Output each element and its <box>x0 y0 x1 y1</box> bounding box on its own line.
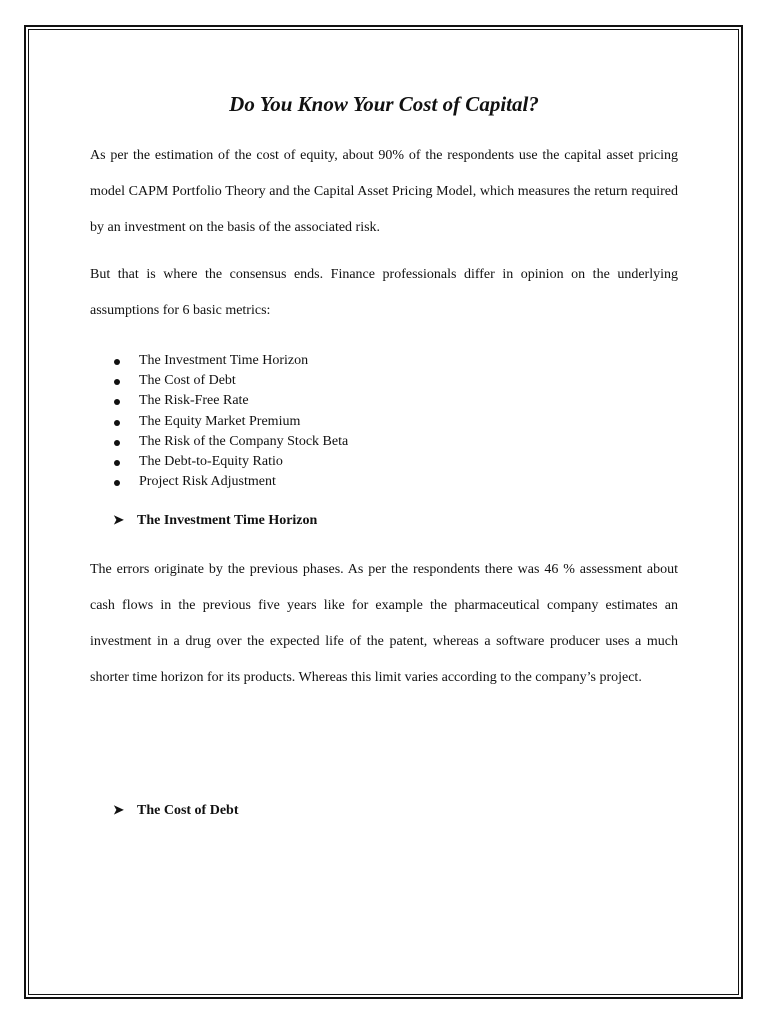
list-item-label: Project Risk Adjustment <box>139 474 276 490</box>
section-heading-cost-of-debt <box>113 800 239 821</box>
list-item-label: The Risk-Free Rate <box>139 393 249 409</box>
section-heading-label: The Cost of Debt <box>137 803 239 818</box>
bullet-icon <box>114 379 120 385</box>
section-heading-time-horizon <box>113 510 317 531</box>
list-item <box>112 371 348 391</box>
bullet-icon <box>114 460 120 466</box>
list-item <box>112 391 348 411</box>
bullet-icon <box>114 399 120 405</box>
section-heading-label: The Investment Time Horizon <box>137 513 318 528</box>
list-item-label: The Risk of the Company Stock Beta <box>139 433 349 449</box>
list-item <box>112 412 348 432</box>
bullet-icon <box>114 420 120 426</box>
metrics-list <box>112 351 348 492</box>
list-item <box>112 472 348 492</box>
list-item <box>112 452 348 472</box>
list-item <box>112 432 348 452</box>
bullet-icon <box>114 359 120 365</box>
list-item <box>112 351 348 371</box>
bullet-icon <box>114 480 120 486</box>
list-item-label: The Investment Time Horizon <box>139 353 309 368</box>
bullet-icon <box>114 440 120 446</box>
document-title: Do You Know Your Cost of Capital? <box>229 92 539 116</box>
consensus-paragraph: But that is where the consensus ends. Finance professionals differ in opinion on the underlying assumptions for 6 basic metrics: <box>90 267 678 318</box>
list-item-label: The Cost of Debt <box>139 373 236 389</box>
list-item-label: The Debt-to-Equity Ratio <box>139 453 283 469</box>
arrow-bullet-icon: ➤ <box>113 512 124 527</box>
list-item-label: The Equity Market Premium <box>139 413 301 429</box>
intro-paragraph: As per the estimation of the cost of equity, about 90% of the respondents use the capital asset pricing model CAPM Portfolio Theory and the Capital Asset Pricing Model, which measures the return required by an investment on the basis of the associated risk. <box>90 148 678 235</box>
time-horizon-paragraph: The errors originate by the previous phases. As per the respondents there was 46 % assessment about cash flows in the previous five years like for example the pharmaceutical company estimates an investment in a drug over the expected life of the patent, whereas a software producer uses a much shorter time horizon for its products. Whereas this limit varies according to the company’s project. <box>90 562 678 685</box>
arrow-bullet-icon: ➤ <box>113 802 124 817</box>
